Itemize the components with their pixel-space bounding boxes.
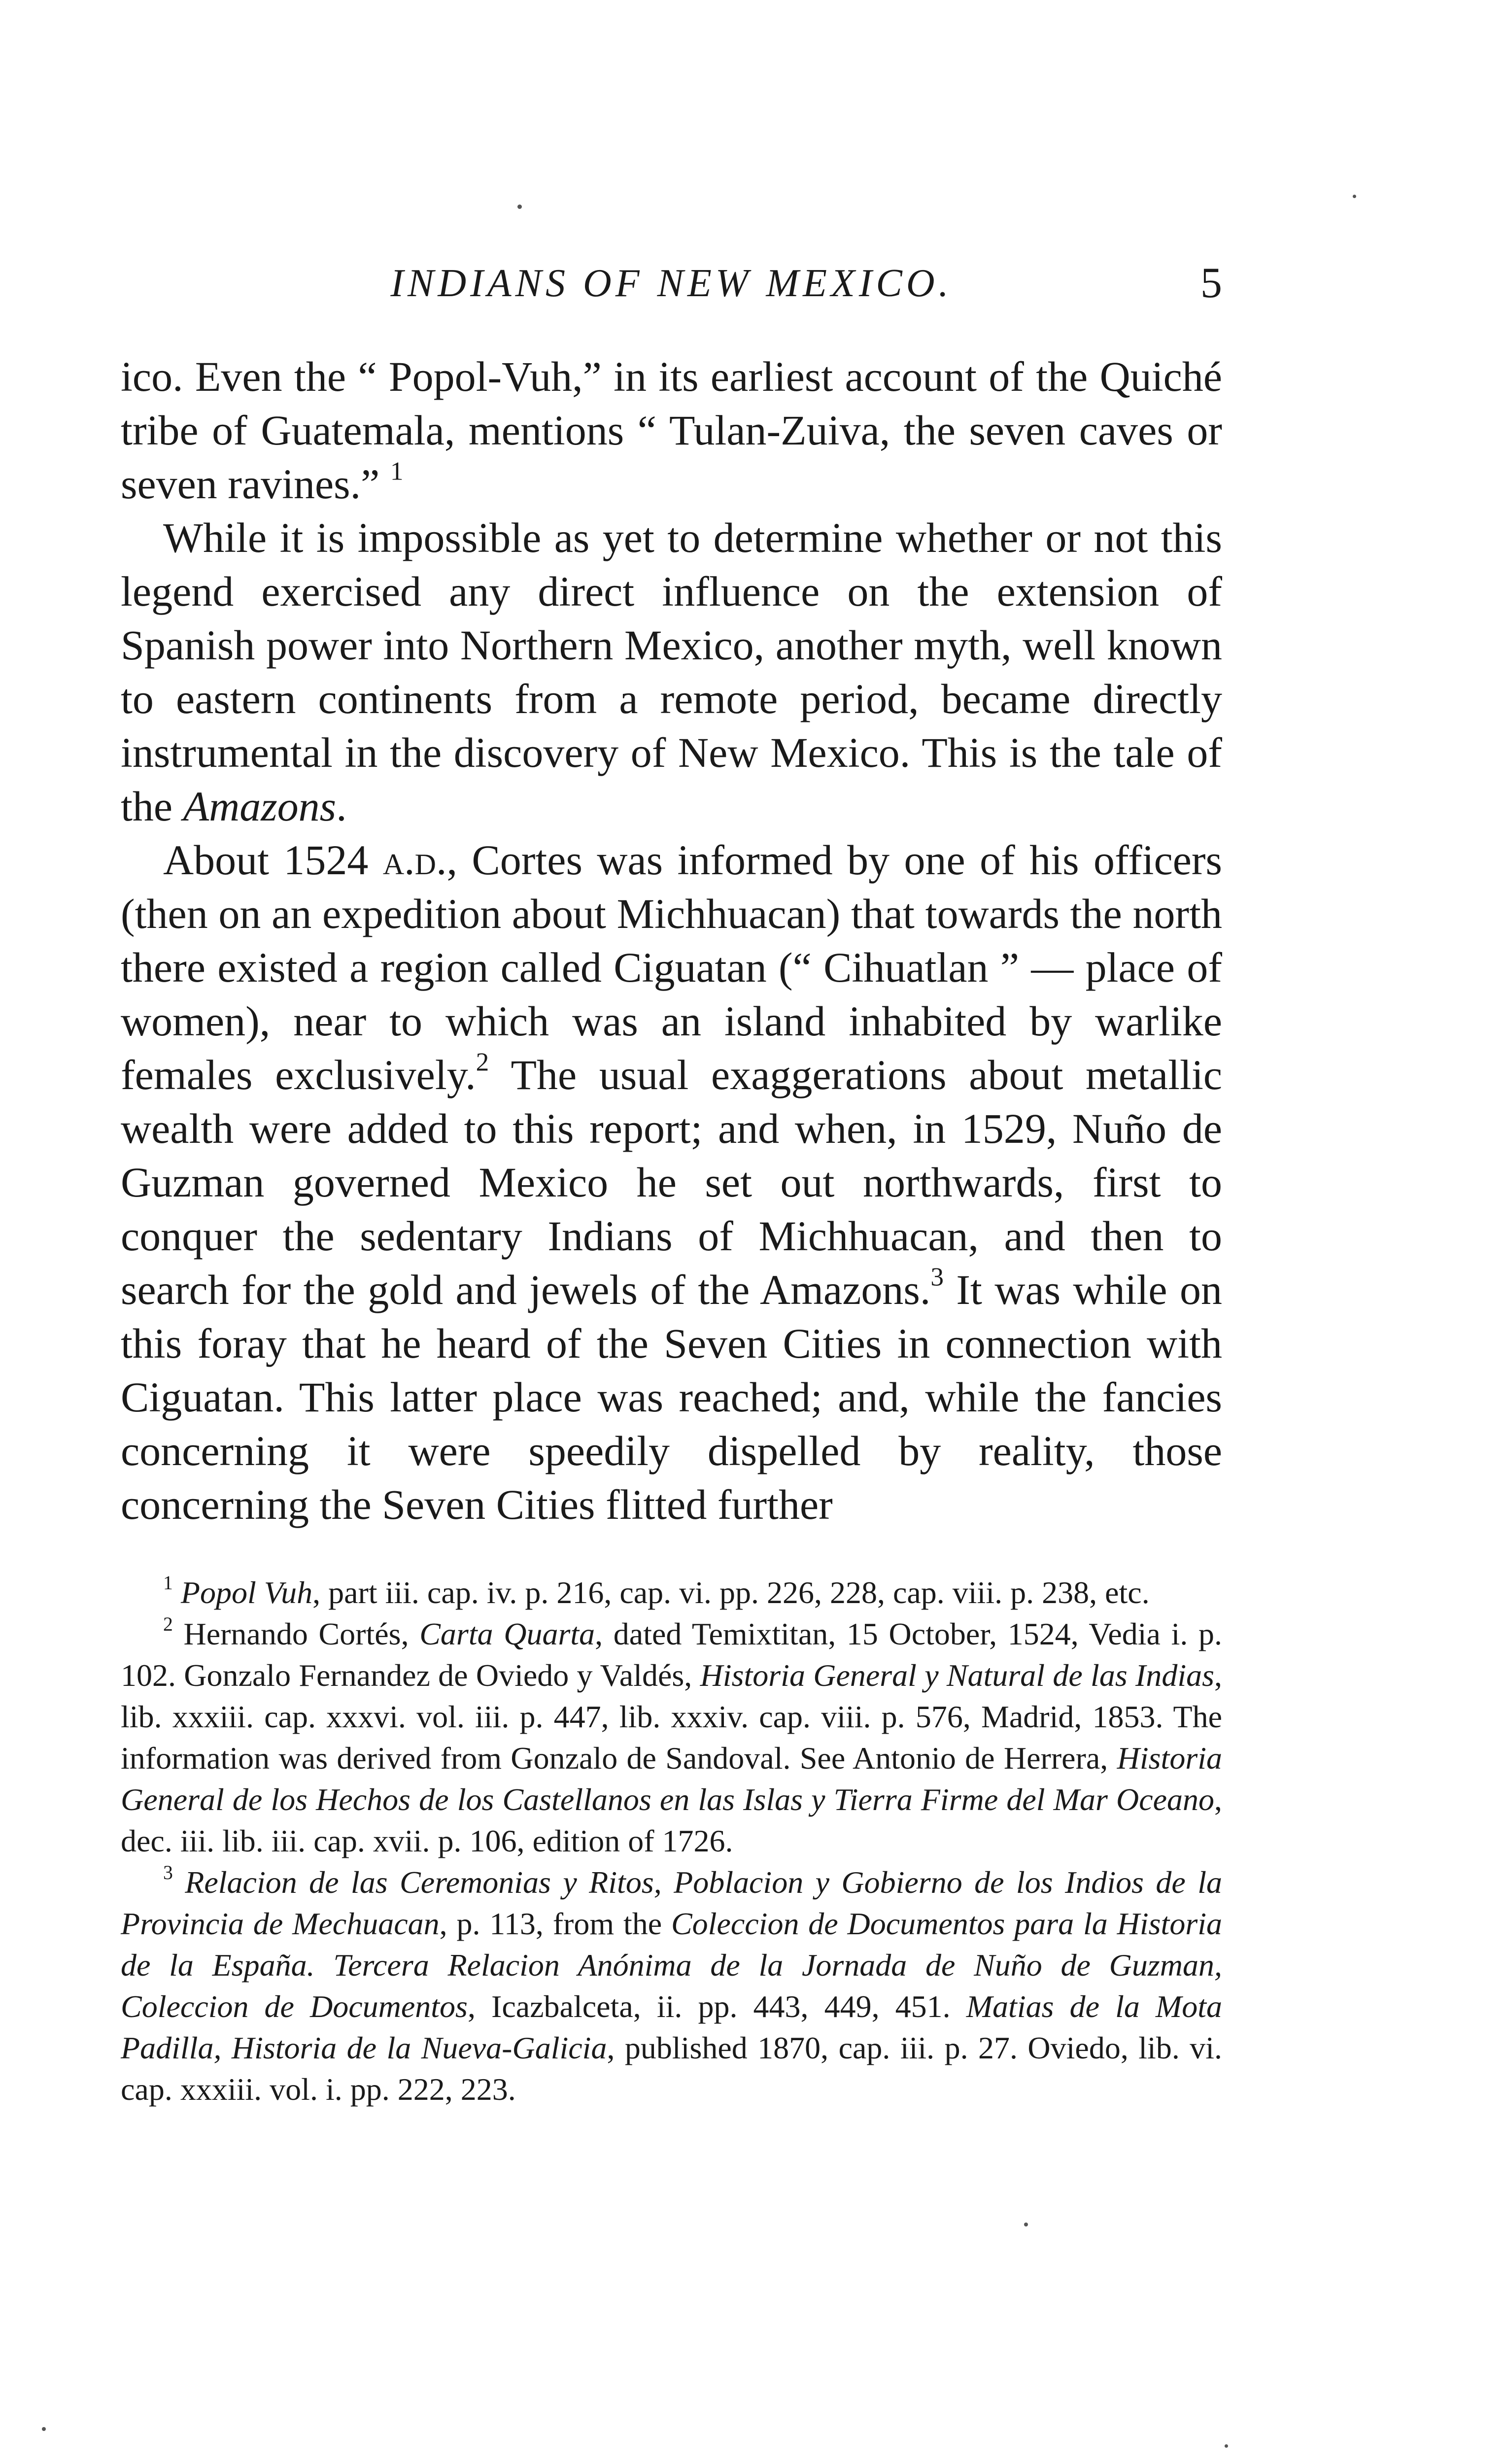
- scan-speck: [1225, 2444, 1228, 2448]
- text-run: About 1524: [163, 836, 383, 884]
- text-run: [173, 1865, 185, 1900]
- text-run: .: [336, 783, 347, 830]
- italic-text: Popol Vuh: [180, 1575, 313, 1610]
- text-run: While it is impossible as yet to determine whether or not this legend exercised any direct influence on the extension of Spanish power into Northern Mexico, another myth, well known to eastern continents from a remote period, became directly instrumental in the discovery of New Mexico. This is the tale of the: [121, 514, 1222, 830]
- footnote: [121, 1613, 1222, 1862]
- footnote-marker: 3: [163, 1862, 173, 1884]
- italic-text: Matias de la Mota Padilla, Historia de la Nueva-Galicia: [121, 1989, 1223, 2065]
- italic-text: Historia General de los Hechos de los Castellanos en las Islas y Tierra Firme del Mar Oceano: [121, 1741, 1222, 1817]
- scan-speck: [1024, 2223, 1028, 2226]
- page-header: [121, 256, 1222, 310]
- footnote: [121, 1862, 1222, 2110]
- text-run: , part iii. cap. iv. p. 216, cap. vi. pp. 226, 228, cap. viii. p. 238, etc.: [312, 1575, 1150, 1610]
- text-run: Hernando Cortés,: [172, 1616, 420, 1651]
- text-run: , Cortes was informed by one of his officers (then on an expedition about Michhuacan) that towards the north there existed a region called Ciguatan (“ Cihuatlan ” — place of women), near to which was an island inhabited by warlike females exclusively.: [121, 836, 1223, 1098]
- footnote-marker: 2: [476, 1047, 489, 1077]
- text-run: It was while on this foray that he heard of the Seven Cities in connection with Ciguatan. This latter place was reached; and, while the fancies concerning it were speedily dispelled by reality, those concerning the Seven Cities flitted further: [121, 1266, 1223, 1528]
- scan-speck: [42, 2427, 46, 2431]
- paragraph: [121, 350, 1222, 511]
- italic-text: Coleccion de Documentos para la Historia de la España. Tercera Relacion Anónima de la Jornada de Nuño de Guzman, Coleccion de Documentos: [121, 1906, 1223, 2024]
- text-run: , p. 113, from the: [439, 1906, 671, 1941]
- scan-speck: [1353, 195, 1356, 198]
- italic-text: Amazons: [183, 783, 337, 830]
- paragraph: [121, 833, 1222, 1532]
- text-run: , dec. iii. lib. iii. cap. xvii. p. 106, edition of 1726.: [121, 1782, 1222, 1858]
- italic-text: Relacion de las Ceremonias y Ritos, Poblacion y Gobierno de los Indios de la Provincia de Mechuacan: [121, 1865, 1223, 1941]
- text-run: , dated Temixtitan, 15 October, 1524, Vedia i. p. 102. Gonzalo Fernandez de Oviedo y Valdés,: [121, 1616, 1223, 1693]
- footnote-marker: 3: [930, 1262, 944, 1292]
- text-run: , published 1870, cap. iii. p. 27. Oviedo, lib. vi. cap. xxxiii. vol. i. pp. 222, 223.: [121, 2030, 1223, 2107]
- footnote-marker: 1: [163, 1572, 173, 1594]
- footnote: [121, 1572, 1222, 1613]
- small-caps-text: a.d.: [382, 836, 447, 884]
- italic-text: Carta Quarta: [419, 1616, 595, 1651]
- text-run: , Icazbalceta, ii. pp. 443, 449, 451.: [467, 1989, 966, 2024]
- text-run: ico. Even the “ Popol-Vuh,” in its earliest account of the Quiché tribe of Guatemala, mentions “ Tulan-Zuiva, the seven caves or seven ravines.”: [121, 353, 1222, 508]
- scan-speck: [517, 205, 522, 209]
- footnotes: [121, 1572, 1222, 2110]
- body-text: [121, 350, 1222, 1532]
- page-number: 5: [1200, 259, 1222, 307]
- text-run: The usual exaggerations about metallic wealth were added to this report; and when, in 1529, Nuño de Guzman governed Mexico he set out northwards, first to conquer the sedentary Indians of Michhuacan, and then to search for the gold and jewels of the Amazons.: [121, 1051, 1223, 1313]
- text-run: , lib. xxxiii. cap. xxxvi. vol. iii. p. 447, lib. xxxiv. cap. viii. p. 576, Madrid, 1853. The information was derived from Gonzalo de Sandoval. See Antonio de Herrera,: [121, 1658, 1223, 1776]
- footnote-marker: 1: [390, 456, 404, 486]
- text-run: [173, 1575, 181, 1610]
- running-title: INDIANS OF NEW MEXICO.: [390, 262, 953, 305]
- footnote-marker: 2: [163, 1613, 173, 1636]
- paragraph: [121, 511, 1222, 833]
- italic-text: Historia General y Natural de las Indias: [700, 1658, 1215, 1693]
